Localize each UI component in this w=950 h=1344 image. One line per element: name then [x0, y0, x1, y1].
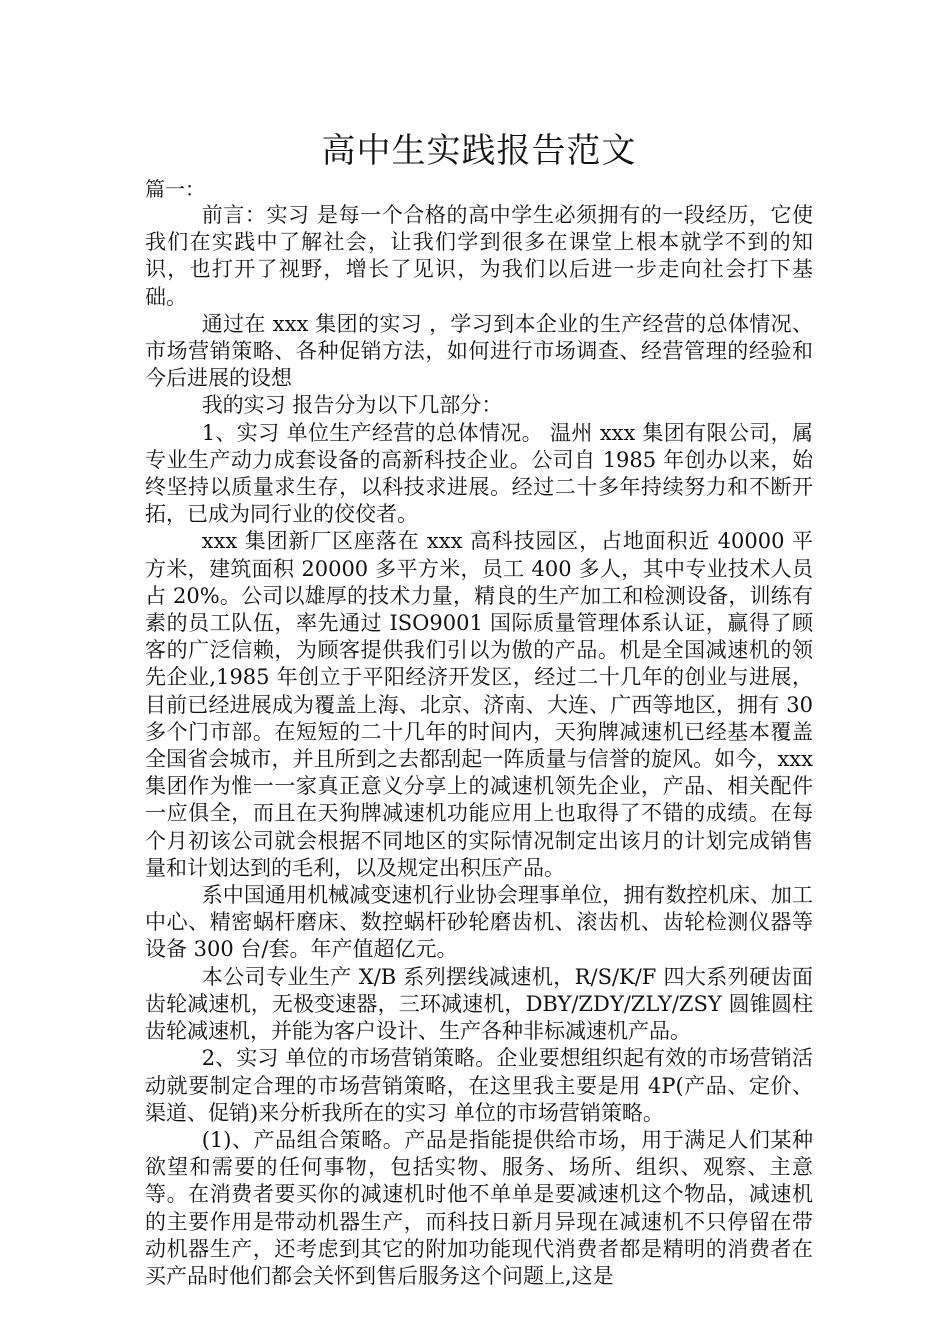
paragraph-company-overview: 1、实习 单位生产经营的总体情况。 温州 xxx 集团有限公司，属专业生产动力成套设备的高新科技企业。公司自 1985 年创办以来，始终坚持以质量求生存，以科技求进展。经过二十多年持续努力和不断开拓，已成为同行业的佼佼者。	[145, 420, 813, 527]
paragraph-company-details: xxx 集团新厂区座落在 xxx 高科技园区，占地面积近 40000 平方米，建筑面积 20000 多平方米，员工 400 多人，其中专业技术人员占 20%。公司以雄厚的技术力量，精良的生产加工和检测设备，训练有素的员工队伍，率先通过 ISO9001 国际质量管理体系认证，赢得了顾客的广泛信赖，为顾客提供我们引以为傲的产品。机是全国减速机的领先企业,1985 年创立于平阳经济开发区，经过二十几年的创业与进展，目前已经进展成为覆盖上海、北京、济南、大连、广西等地区，拥有 30 多个门市部。在短短的二十几年的时间内，天狗牌减速机已经基本覆盖全国省会城市，并且所到之去都刮起一阵质量与信誉的旋风。如今，xxx 集团作为惟一一家真正意义分享上的减速机领先企业，产品、相关配件一应俱全，而且在天狗牌减速机功能应用上也取得了不错的成绩。在每个月初该公司就会根据不同地区的实际情况制定出该月的计划完成销售量和计划达到的毛利，以及规定出积压产品。	[145, 529, 813, 880]
paragraph-preface: 前言：实习 是每一个合格的高中学生必须拥有的一段经历，它使我们在实践中了解社会，让我们学到很多在课堂上根本就学不到的知识，也打开了视野，增长了见识，为我们以后进一步走向社会打下基础。	[145, 203, 813, 309]
paragraph-internship-goals: 通过在 xxx 集团的实习 ，学习到本企业的生产经营的总体情况、市场营销策略、各种促销方法，如何进行市场调查、经营管理的经验和今后进展的设想	[145, 311, 813, 391]
paragraph-equipment: 系中国通用机械减变速机行业协会理事单位，拥有数控机床、加工中心、精密蜗杆磨床、数控蜗杆砂轮磨齿机、滚齿机、齿轮检测仪器等设备 300 台/套。年产值超亿元。	[145, 883, 813, 962]
paragraph-report-outline: 我的实习 报告分为以下几部分：	[201, 393, 503, 418]
paragraph-marketing-strategy: 2、实习 单位的市场营销策略。企业要想组织起有效的市场营销活动就要制定合理的市场营销策略，在这里我主要是用 4P(产品、定价、渠道、促销)来分析我所在的实习 单位的市场营销策略。	[145, 1046, 813, 1125]
paragraph-product-mix: (1)、产品组合策略。产品是指能提供给市场，用于满足人们某种欲望和需要的任何事物，包括实物、服务、场所、组织、观察、主意等。在消费者要买你的减速机时他不单单是要减速机这个物品，减速机的主要作用是带动机器生产，而科技日新月异现在减速机不只停留在带动机器生产，还考虑到其它的附加功能现代消费者都是精明的消费者在买产品时他们都会关怀到售后服务这个问题上,这是	[145, 1127, 813, 1288]
section-label: 篇一：	[145, 177, 205, 201]
paragraph-products: 本公司专业生产 X/B 系列摆线减速机，R/S/K/F 四大系列硬齿面齿轮减速机，无极变速器，三环减速机，DBY/ZDY/ZLY/ZSY 圆锥圆柱齿轮减速机，并能为客户设计、生产各种非标减速机产品。	[145, 964, 813, 1044]
document-page	[145, 128, 813, 1290]
document-title: 高中生实践报告范文	[321, 131, 637, 171]
